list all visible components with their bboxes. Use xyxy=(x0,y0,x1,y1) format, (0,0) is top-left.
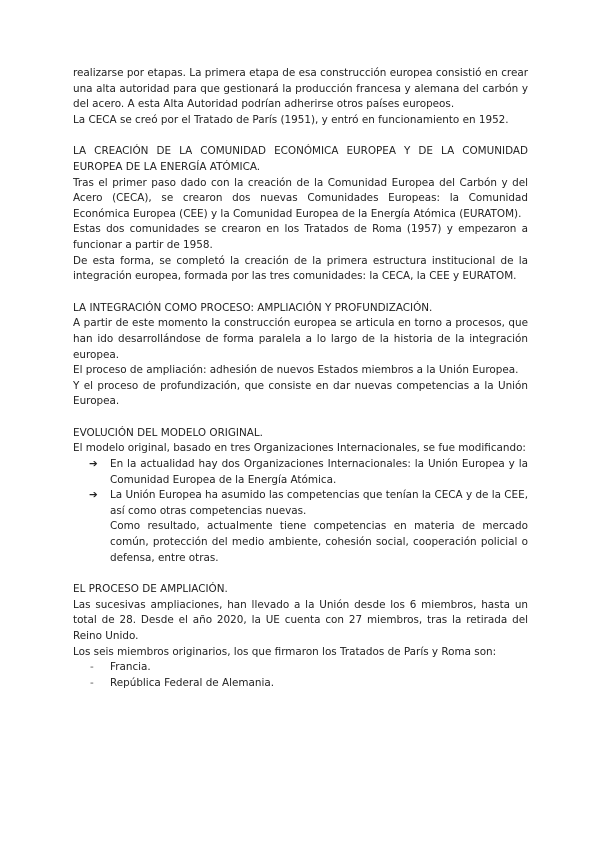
section-heading-integration: LA INTEGRACIÓN COMO PROCESO: AMPLIACIÓN Y PROFUNDIZACIÓN. xyxy=(73,301,433,314)
dash-bullet: - xyxy=(90,661,94,674)
list-item xyxy=(73,488,528,519)
list-item xyxy=(73,457,528,488)
section2-paragraph-3: Y el proceso de profundización, que consiste en dar nuevas competencias a la Unión Europea. xyxy=(73,379,528,408)
section4-paragraph-2: Los seis miembros originarios, los que firmaron los Tratados de París y Roma son: xyxy=(73,645,497,658)
section1-paragraph-1: Tras el primer paso dado con la creación de la Comunidad Europea del Carbón y del Acero (CECA), se crearon dos nuevas Comunidades Europeas: la Comunidad Económica Europea (CEE) y la Comunidad Europea de la Energía Atómica (EURATOM). xyxy=(73,176,528,220)
section-heading-creation: LA CREACIÓN DE LA COMUNIDAD ECONÓMICA EUROPEA Y DE LA COMUNIDAD EUROPEA DE LA ENERGÍA ATÓMICA. xyxy=(73,145,528,173)
intro-paragraph-1: realizarse por etapas. La primera etapa de esa construcción europea consistió en crear una alta autoridad para que gestionará la producción francesa y alemana del carbón y del acero. A esta Alta Autoridad podrían adherirse otros países europeos. xyxy=(73,67,528,111)
spacer xyxy=(73,285,528,301)
intro-paragraph-2: La CECA se creó por el Tratado de París (1951), y entró en funcionamiento en 1952. xyxy=(73,113,509,126)
dash-bullet: - xyxy=(90,676,94,689)
document-page xyxy=(73,66,528,691)
list-item-text: Francia. xyxy=(110,661,151,674)
spacer xyxy=(73,128,528,144)
list-item xyxy=(73,660,528,676)
list-item-text: La Unión Europea ha asumido las competencias que tenían la CECA y de la CEE, así como otras competencias nuevas. xyxy=(110,489,528,517)
arrow-right-icon: ➔ xyxy=(89,458,98,471)
section-heading-enlargement: EL PROCESO DE AMPLIACIÓN. xyxy=(73,583,228,596)
spacer xyxy=(73,410,528,426)
section2-paragraph-1: A partir de este momento la construcción europea se articula en torno a procesos, que han ido desarrollándose de forma paralela a lo largo de la historia de la integración europea. xyxy=(73,317,528,361)
evolution-continuation: Como resultado, actualmente tiene competencias en materia de mercado común, protección del medio ambiente, cohesión social, cooperación policial o defensa, entre otras. xyxy=(110,520,528,564)
section-heading-evolution: EVOLUCIÓN DEL MODELO ORIGINAL. xyxy=(73,426,263,439)
evolution-bullet-list xyxy=(73,457,528,519)
list-item-text: República Federal de Alemania. xyxy=(110,676,275,689)
members-list xyxy=(73,660,528,691)
section2-paragraph-2: El proceso de ampliación: adhesión de nuevos Estados miembros a la Unión Europea. xyxy=(73,364,519,377)
list-item xyxy=(73,676,528,692)
section1-paragraph-3: De esta forma, se completó la creación de la primera estructura institucional de la integración europea, formada por las tres comunidades: la CECA, la CEE y EURATOM. xyxy=(73,254,528,283)
list-item-text: En la actualidad hay dos Organizaciones Internacionales: la Unión Europea y la Comunidad Europea de la Energía Atómica. xyxy=(110,458,528,486)
spacer xyxy=(73,566,528,582)
section1-paragraph-2: Estas dos comunidades se crearon en los Tratados de Roma (1957) y empezaron a funcionar a partir de 1958. xyxy=(73,223,528,251)
arrow-right-icon: ➔ xyxy=(89,489,98,502)
section3-paragraph-1: El modelo original, basado en tres Organizaciones Internacionales, se fue modificando: xyxy=(73,442,526,455)
section4-paragraph-1: Las sucesivas ampliaciones, han llevado a la Unión desde los 6 miembros, hasta un total de 28. Desde el año 2020, la UE cuenta con 27 miembros, tras la retirada del Reino Unido. xyxy=(73,598,528,642)
